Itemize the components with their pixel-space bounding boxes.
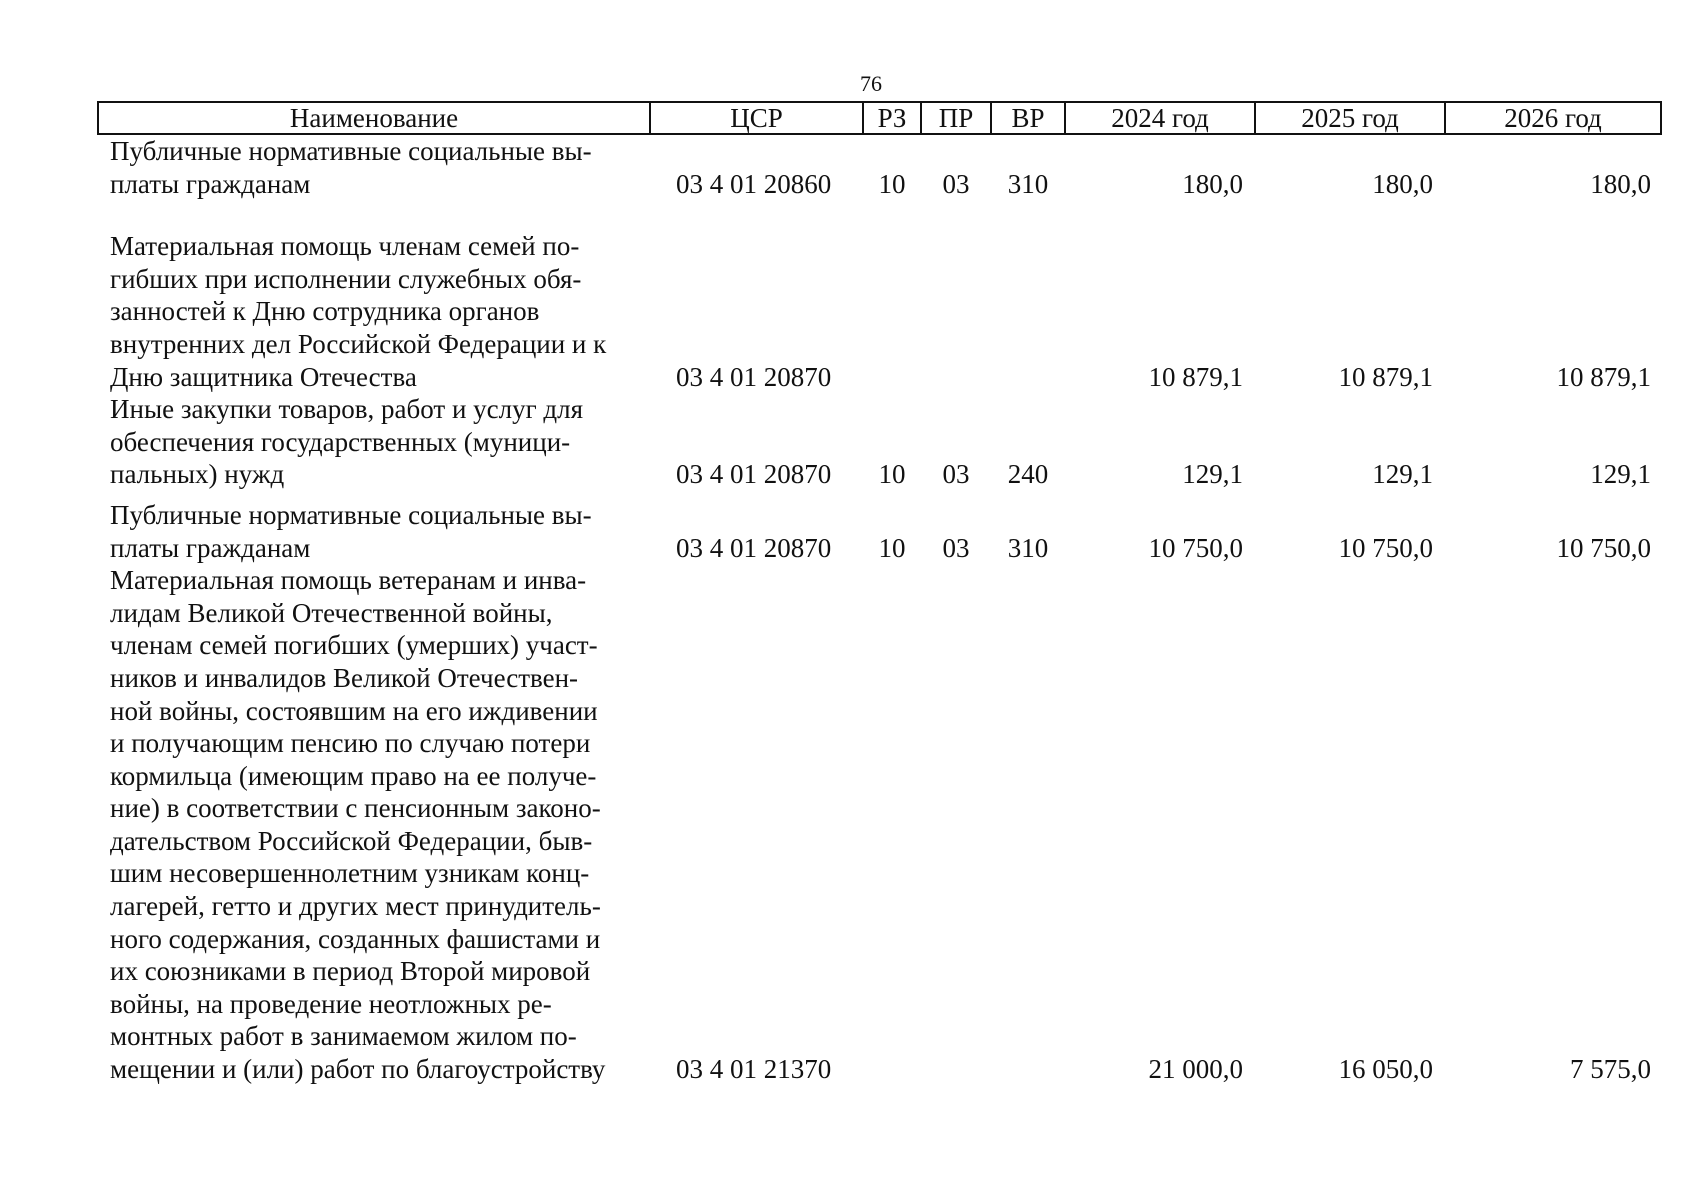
- row-name-line: платы гражданам: [110, 168, 311, 199]
- row-name: [98, 393, 650, 491]
- row-vr: [991, 200, 1065, 393]
- row-name-line: Иные закупки товаров, работ и услуг для: [110, 394, 584, 425]
- row-name-line: занностей к Дню сотрудника органов: [110, 296, 540, 327]
- table-header-row: [98, 102, 1661, 134]
- row-name-line: пальных) нужд: [110, 459, 285, 490]
- row-csr: 03 4 01 21370: [676, 1054, 832, 1085]
- row-name-line: Публичные нормативные социальные вы-: [110, 136, 592, 166]
- header-2026: 2026 год: [1445, 102, 1661, 134]
- row-2024: 10 750,0: [1148, 532, 1243, 563]
- header-2025: 2025 год: [1255, 102, 1445, 134]
- row-name-line: монтных работ в занимаемом жилом по-: [110, 1021, 577, 1052]
- row-name-line: войны, на проведение неотложных ре-: [110, 988, 552, 1019]
- row-rz: 10: [878, 168, 906, 199]
- row-name-line: лидам Великой Отечественной войны,: [110, 597, 553, 628]
- row-2026: 10 879,1: [1556, 361, 1651, 392]
- row-name-line: Дню защитника Отечества: [110, 361, 417, 392]
- row-name-line: ного содержания, созданных фашистами и: [110, 923, 601, 954]
- table-row: [98, 564, 1661, 1086]
- page-number: 76: [860, 71, 882, 96]
- row-name-line: членам семей погибших (умерших) участ-: [110, 630, 598, 661]
- row-name-line: шим несовершеннолетним узникам конц-: [110, 858, 590, 889]
- table-row: [98, 200, 1661, 393]
- row-pr: [921, 200, 991, 393]
- header-csr: ЦСР: [650, 102, 863, 134]
- row-2024: 21 000,0: [1148, 1054, 1243, 1085]
- table-row: [98, 134, 1661, 200]
- row-2025: 16 050,0: [1338, 1054, 1433, 1085]
- row-2026: 7 575,0: [1570, 1054, 1651, 1085]
- header-vr: ВР: [991, 102, 1065, 134]
- row-csr: 03 4 01 20870: [676, 459, 832, 490]
- row-2024: 180,0: [1182, 168, 1243, 199]
- row-name-line: и получающим пенсию по случаю потери: [110, 728, 591, 759]
- row-2024: 129,1: [1182, 459, 1243, 490]
- header-2024: 2024 год: [1065, 102, 1255, 134]
- row-2026: 180,0: [1590, 168, 1651, 199]
- row-2025: 129,1: [1372, 459, 1433, 490]
- row-name: [98, 134, 650, 200]
- row-rz: [863, 564, 921, 1086]
- row-2025: 10 879,1: [1338, 361, 1433, 392]
- row-name-line: их союзниками в период Второй мировой: [110, 956, 591, 987]
- row-name-line: ников и инвалидов Великой Отечествен-: [110, 662, 579, 693]
- row-name: [98, 200, 650, 393]
- header-rz: РЗ: [863, 102, 921, 134]
- row-name-line: мещении и (или) работ по благоустройству: [110, 1054, 606, 1085]
- row-rz: 10: [878, 532, 906, 563]
- row-rz: [863, 200, 921, 393]
- row-2026: 10 750,0: [1556, 532, 1651, 563]
- row-2025: 180,0: [1372, 168, 1433, 199]
- row-name-line: ной войны, состоявшим на его иждивении: [110, 695, 598, 726]
- row-2025: 10 750,0: [1338, 532, 1433, 563]
- row-name-line: дательством Российской Федерации, быв-: [110, 825, 593, 856]
- row-2026: 129,1: [1590, 459, 1651, 490]
- row-name-line: кормильца (имеющим право на ее получе-: [110, 760, 597, 791]
- row-pr: 03: [942, 532, 970, 563]
- row-name-line: гибших при исполнении служебных обя-: [110, 263, 582, 294]
- table-row: [98, 393, 1661, 491]
- row-name-line: ние) в соответствии с пенсионным законо-: [110, 793, 601, 824]
- row-pr: [921, 564, 991, 1086]
- row-csr: 03 4 01 20860: [676, 168, 832, 199]
- table-row: [98, 491, 1661, 564]
- row-name-line: Публичные нормативные социальные вы-: [110, 499, 592, 530]
- row-vr: 310: [1007, 532, 1049, 563]
- row-vr: 310: [1007, 168, 1049, 199]
- row-name-line: Материальная помощь ветеранам и инва-: [110, 565, 587, 596]
- header-name: Наименование: [98, 102, 650, 134]
- row-name: [98, 564, 650, 1086]
- row-name-line: внутренних дел Российской Федерации и к: [110, 328, 607, 359]
- row-csr: 03 4 01 20870: [676, 532, 832, 563]
- row-name-line: обеспечения государственных (муници-: [110, 426, 571, 457]
- row-name-line: Материальная помощь членам семей по-: [110, 231, 580, 262]
- row-vr: [991, 564, 1065, 1086]
- header-pr: ПР: [921, 102, 991, 134]
- budget-table: [97, 101, 1662, 1086]
- row-vr: 240: [1007, 459, 1049, 490]
- row-csr: 03 4 01 20870: [676, 361, 832, 392]
- row-name-line: платы гражданам: [110, 532, 311, 563]
- row-name: [98, 491, 650, 564]
- row-rz: 10: [878, 459, 906, 490]
- row-pr: 03: [942, 168, 970, 199]
- row-name-line: лагерей, гетто и других мест принудитель-: [110, 891, 601, 922]
- row-2024: 10 879,1: [1148, 361, 1243, 392]
- row-pr: 03: [942, 459, 970, 490]
